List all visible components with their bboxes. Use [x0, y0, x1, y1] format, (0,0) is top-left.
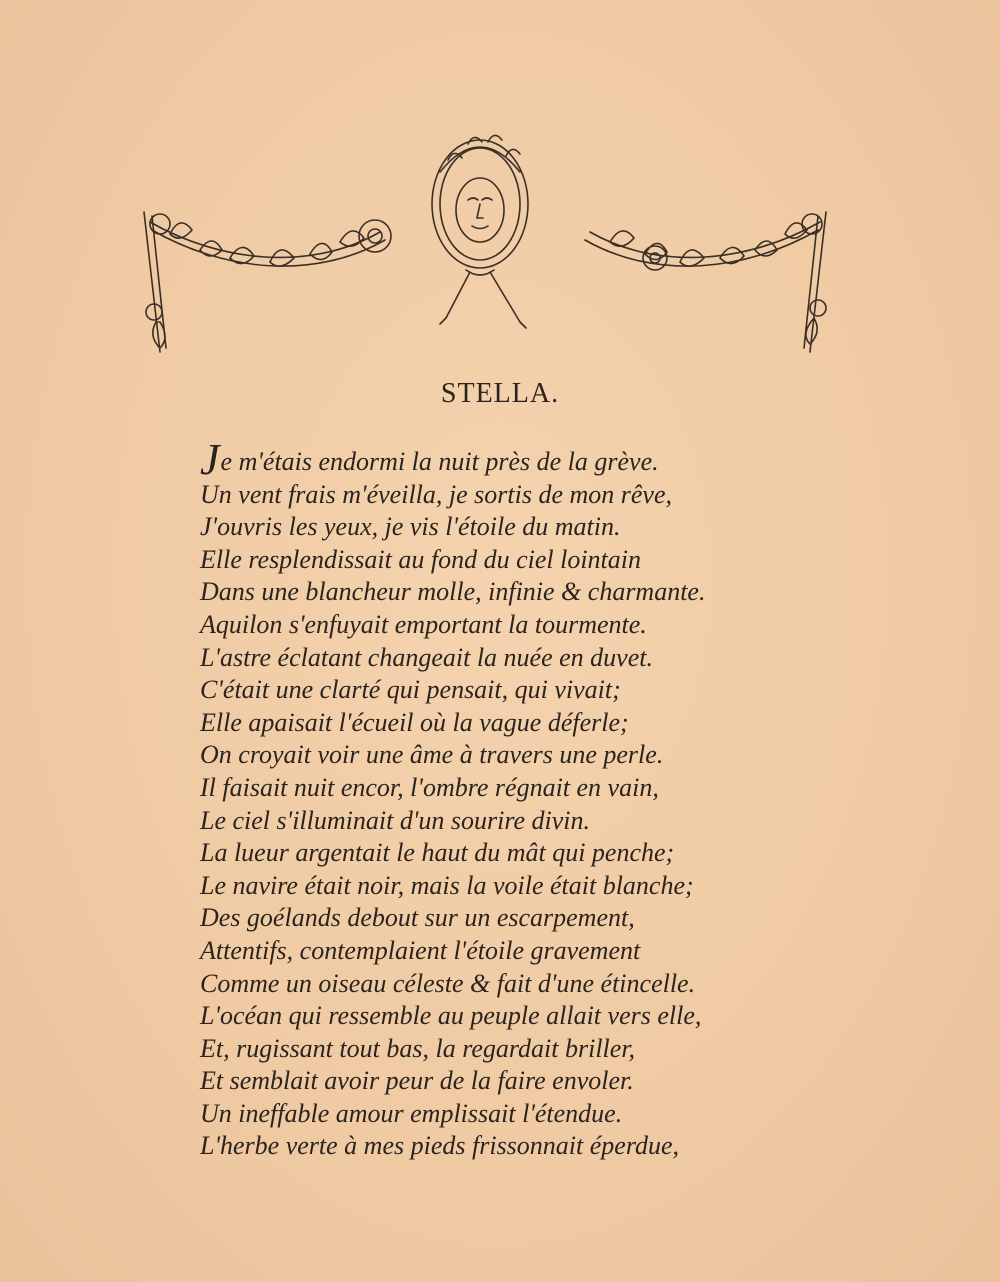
poem-line: La lueur argentait le haut du mât qui penche; — [200, 838, 675, 868]
poem-line: Le navire était noir, mais la voile était blanche; — [200, 870, 694, 900]
poem-line: Elle resplendissait au fond du ciel lointain — [200, 544, 641, 574]
poem-line: L'herbe verte à mes pieds frissonnait éperdue, — [200, 1131, 680, 1161]
poem-line: L'océan qui ressemble au peuple allait vers elle, — [200, 1001, 702, 1031]
poem-line: Et semblait avoir peur de la faire envoler. — [200, 1066, 634, 1096]
drop-initial: J — [200, 435, 220, 484]
poem-line: On croyait voir une âme à travers une perle. — [200, 740, 664, 770]
poem-line: J'ouvris les yeux, je vis l'étoile du matin. — [200, 512, 621, 542]
poem-line: Attentifs, contemplaient l'étoile gravement — [200, 935, 641, 965]
poem-line: Et, rugissant tout bas, la regardait briller, — [200, 1033, 636, 1063]
garland-ornament-with-face — [130, 112, 840, 364]
poem-line: Il faisait nuit encor, l'ombre régnait en vain, — [200, 772, 659, 802]
poem-title: STELLA. — [440, 378, 560, 409]
poem-line: L'astre éclatant changeait la nuée en duvet. — [200, 642, 653, 672]
poem-line: Un vent frais m'éveilla, je sortis de mon rêve, — [200, 479, 673, 509]
poem-body — [200, 435, 900, 1196]
poem-line: Comme un oiseau céleste & fait d'une étincelle. — [200, 968, 696, 998]
poem-line: C'était une clarté qui pensait, qui vivait; — [200, 675, 621, 705]
poem-line: Un ineffable amour emplissait l'étendue. — [200, 1098, 623, 1128]
poem-line-text: e m'étais endormi la nuit près de la grève. — [220, 447, 659, 476]
poem-line: Le ciel s'illuminait d'un sourire divin. — [200, 805, 591, 835]
poem-line — [200, 1163, 900, 1196]
poem-line: Dans une blancheur molle, infinie & charmante. — [200, 577, 706, 607]
poem-line: Elle apaisait l'écueil où la vague déferle; — [200, 707, 629, 737]
poem-line: Des goélands debout sur un escarpement, — [200, 903, 635, 933]
poem-line: Aquilon s'enfuyait emportant la tourmente. — [200, 609, 647, 639]
poem-line — [200, 435, 900, 484]
